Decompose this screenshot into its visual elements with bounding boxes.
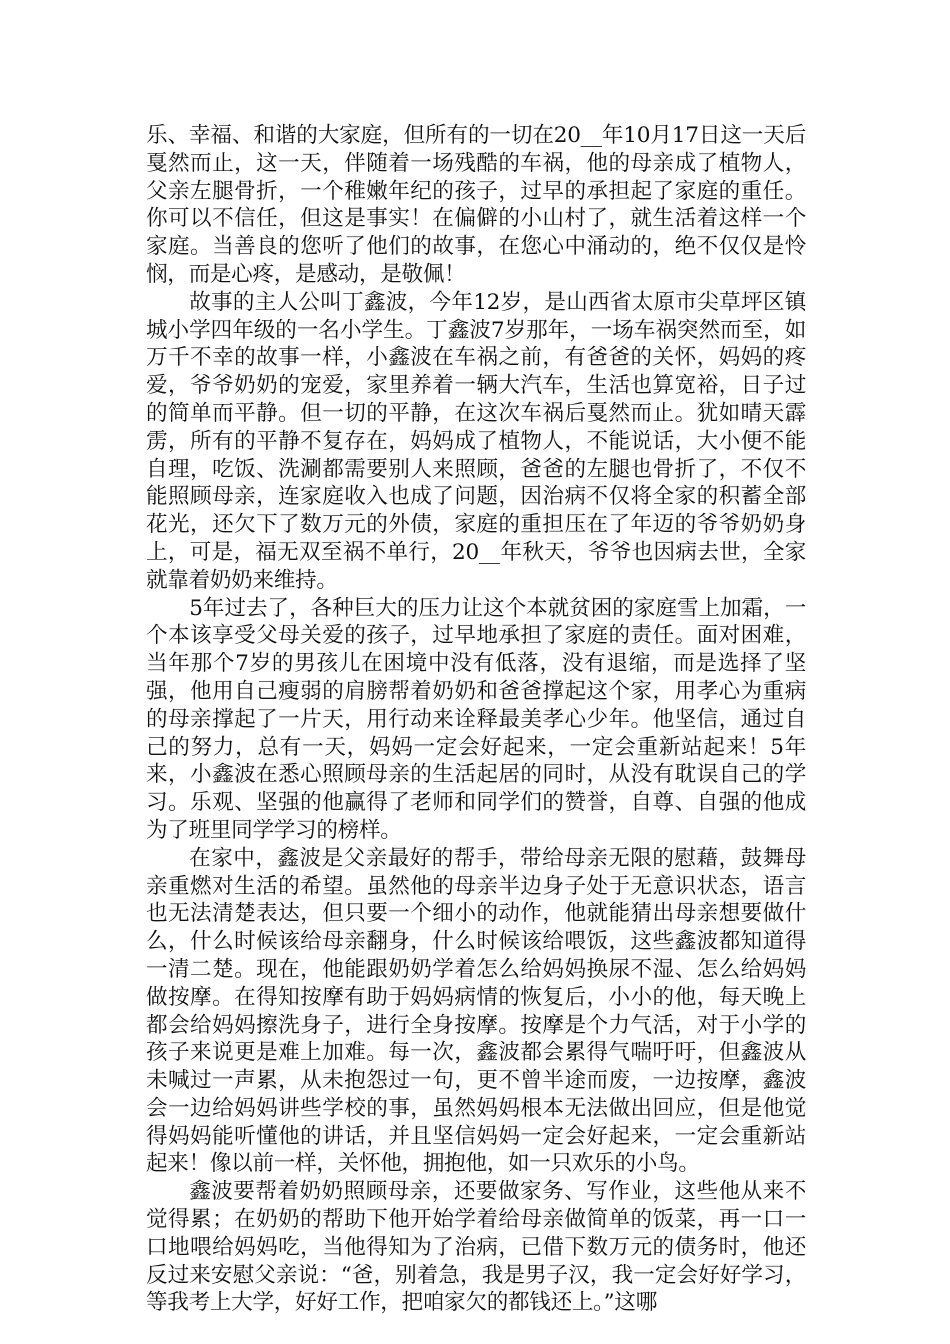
paragraph-1: 乐、幸福、和谐的大家庭，但所有的一切在20__年10月17日这一天后戛然而止，这一天，伴随着一场残酷的车祸，他的母亲成了植物人，父亲左腿骨折，一个稚嫩年纪的孩子，过早的承担起了家庭的重任。你可以不信任，但这是事实！在偏僻的小山村了，就生活着这样一个家庭。当善良的您听了他们的故事，在您心中涌动的，绝不仅仅是怜悯，而是心疼，是感动，是敬佩！ <box>146 123 806 287</box>
paragraph-5: 鑫波要帮着奶奶照顾母亲，还要做家务、写作业，这些他从来不觉得累；在奶奶的帮助下他开始学着给母亲做简单的饭菜，再一口一口地喂给妈妈吃，当他得知为了治病，已借下数万元的债务时，他还反过来安慰父亲说：“爸，别着急，我是男子汉，我一定会好好学习，等我考上大学，好好工作，把咱家欠的都钱还上。”这哪 <box>146 1179 806 1316</box>
paragraph-2: 故事的主人公叫丁鑫波，今年12岁，是山西省太原市尖草坪区镇城小学四年级的一名小学生。丁鑫波7岁那年，一场车祸突然而至，如万千不幸的故事一样，小鑫波在车祸之前，有爸爸的关怀，妈妈的疼爱，爷爷奶奶的宠爱，家里养着一辆大汽车，生活也算宽裕，日子过的简单而平静。但一切的平静，在这次车祸后戛然而止。犹如晴天霹雳，所有的平静不复存在，妈妈成了植物人，不能说话，大小便不能自理，吃饭、洗涮都需要别人来照顾，爸爸的左腿也骨折了，不仅不能照顾母亲，连家庭收入也成了问题，因治病不仅将全家的积蓄全部花光，还欠下了数万元的外债，家庭的重担压在了年迈的爷爷奶奶身上，可是，福无双至祸不单行，20__年秋天，爷爷也因病去世，全家就靠着奶奶来维持。 <box>146 289 806 593</box>
document-page <box>146 122 806 1317</box>
paragraph-4: 在家中，鑫波是父亲最好的帮手，带给母亲无限的慰藉，鼓舞母亲重燃对生活的希望。虽然他的母亲半边身子处于无意识状态，语言也无法清楚表达，但只要一个细小的动作，他就能猜出母亲想要做什么，什么时候该给母亲翻身，什么时候该给喂饭，这些鑫波都知道得一清二楚。现在，他能跟奶奶学着怎么给妈妈换尿不湿、怎么给妈妈做按摩。在得知按摩有助于妈妈病情的恢复后，小小的他，每天晚上都会给妈妈擦洗身子，进行全身按摩。按摩是个力气活，对于小学的孩子来说更是难上加难。每一次，鑫波都会累得气喘吁吁，但鑫波从未喊过一声累，从未抱怨过一句，更不曾半途而废，一边按摩，鑫波会一边给妈妈讲些学校的事，虽然妈妈根本无法做出回应，但是他觉得妈妈能听懂他的讲话，并且坚信妈妈一定会好起来，一定会重新站起来！像以前一样，关怀他，拥抱他，如一只欢乐的小鸟。 <box>146 845 806 1177</box>
paragraph-3: 5年过去了，各种巨大的压力让这个本就贫困的家庭雪上加霜，一个本该享受父母关爱的孩子，过早地承担了家庭的责任。面对困难，当年那个7岁的男孩儿在困境中没有低落，没有退缩，而是选择了坚强，他用自己瘦弱的肩膀帮着奶奶和爸爸撑起这个家，用孝心为重病的母亲撑起了一片天，用行动来诠释最美孝心少年。他坚信，通过自己的努力，总有一天，妈妈一定会好起来，一定会重新站起来！5年来，小鑫波在悉心照顾母亲的生活起居的同时，从没有耽误自己的学习。乐观、坚强的他赢得了老师和同学们的赞誉，自尊、自强的他成为了班里同学学习的榜样。 <box>146 595 806 843</box>
